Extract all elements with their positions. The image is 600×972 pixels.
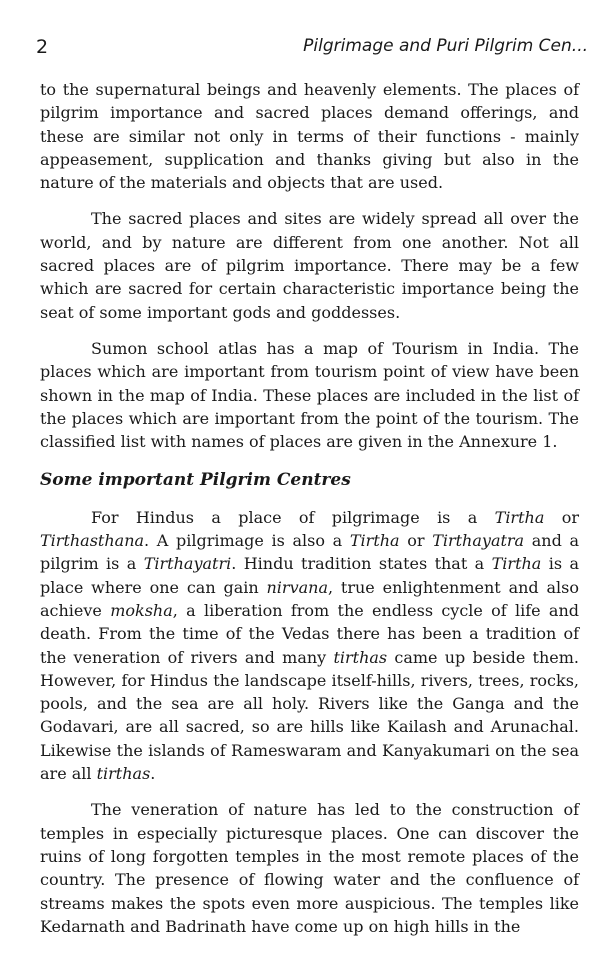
term-tirtha: Tirtha xyxy=(494,507,545,527)
term-nirvana: nirvana xyxy=(266,577,328,597)
p4-text-7: is a place where one can gain xyxy=(40,554,580,597)
paragraph-2: The sacred places and sites are widely spread all over the world, and by nature are different from one another. Not all sacred places are of pilgrim importance. There may be a few which are sacred for certain characteristic importance being the seat of some important gods and goddesses. xyxy=(40,209,579,322)
paragraph-1: to the supernatural beings and heavenly elements. The places of pilgrim importance and sacred places demand offerings, and these are similar not only in terms of their functions - mainly appeasement, supplication and thanks giving but also in the nature of the materials and objects that are used. xyxy=(40,80,579,193)
paragraph-5: The veneration of nature has led to the construction of temples in especially picturesque places. One can discover the ruins of long forgotten temples in the most remote places of the country. The presence of flowing water and the confluence of streams makes the spots even more auspicious. The temples like Kedarnath and Badrinath have come up on high hills in the xyxy=(40,800,579,936)
term-tirthayatra: Tirthayatra xyxy=(432,531,525,551)
paragraph-4 xyxy=(40,506,579,786)
term-tirtha: Tirtha xyxy=(349,531,400,551)
p4-text-1: For Hindus a place of pilgrimage is a xyxy=(91,507,495,527)
term-tirtha: Tirtha xyxy=(491,554,542,574)
term-tirthayatri: Tirthayatri xyxy=(143,554,232,574)
p4-text-10: came up beside them. However, for Hindus the landscape itself-hills, rivers, trees, rocks, pools, and the sea are all holy. Rivers like the Ganga and the Godavari, are all sacred, so are hills like Kailash and Arunachal. Likewise the islands of Rameswaram and Kanyakumari on the sea are all xyxy=(40,647,579,784)
running-title: Pilgrimage and Puri Pilgrim Cen... xyxy=(303,36,588,56)
p4-text-2: or xyxy=(544,507,579,527)
page-header xyxy=(36,36,588,62)
term-tirthas: tirthas xyxy=(96,764,151,784)
section-heading: Some important Pilgrim Centres xyxy=(40,470,351,491)
p4-text-8: , true enlightenment and also achieve xyxy=(40,577,579,620)
p4-text-6: . Hindu tradition states that a xyxy=(231,554,492,574)
term-moksha: moksha xyxy=(110,600,173,620)
page-number: 2 xyxy=(36,36,49,58)
p4-text-4: or xyxy=(399,531,433,551)
paragraph-3: Sumon school atlas has a map of Tourism in India. The places which are important from tourism point of view have been shown in the map of India. These places are included in the list of the places which are important from the point of the tourism. The classified list with names of places are given in the Annexure 1. xyxy=(40,338,579,452)
term-tirthas: tirthas xyxy=(333,647,388,667)
p4-text-5: and a pilgrim is a xyxy=(40,531,580,574)
body-text xyxy=(40,78,579,938)
p4-text-11: . xyxy=(150,764,156,784)
p4-text-3: . A pilgrimage is also a xyxy=(144,531,350,551)
term-tirthasthana: Tirthasthana xyxy=(40,531,145,551)
p4-text-9: , a liberation from the endless cycle of life and death. From the time of the Vedas there has been a tradition of the veneration of rivers and many xyxy=(40,600,579,667)
